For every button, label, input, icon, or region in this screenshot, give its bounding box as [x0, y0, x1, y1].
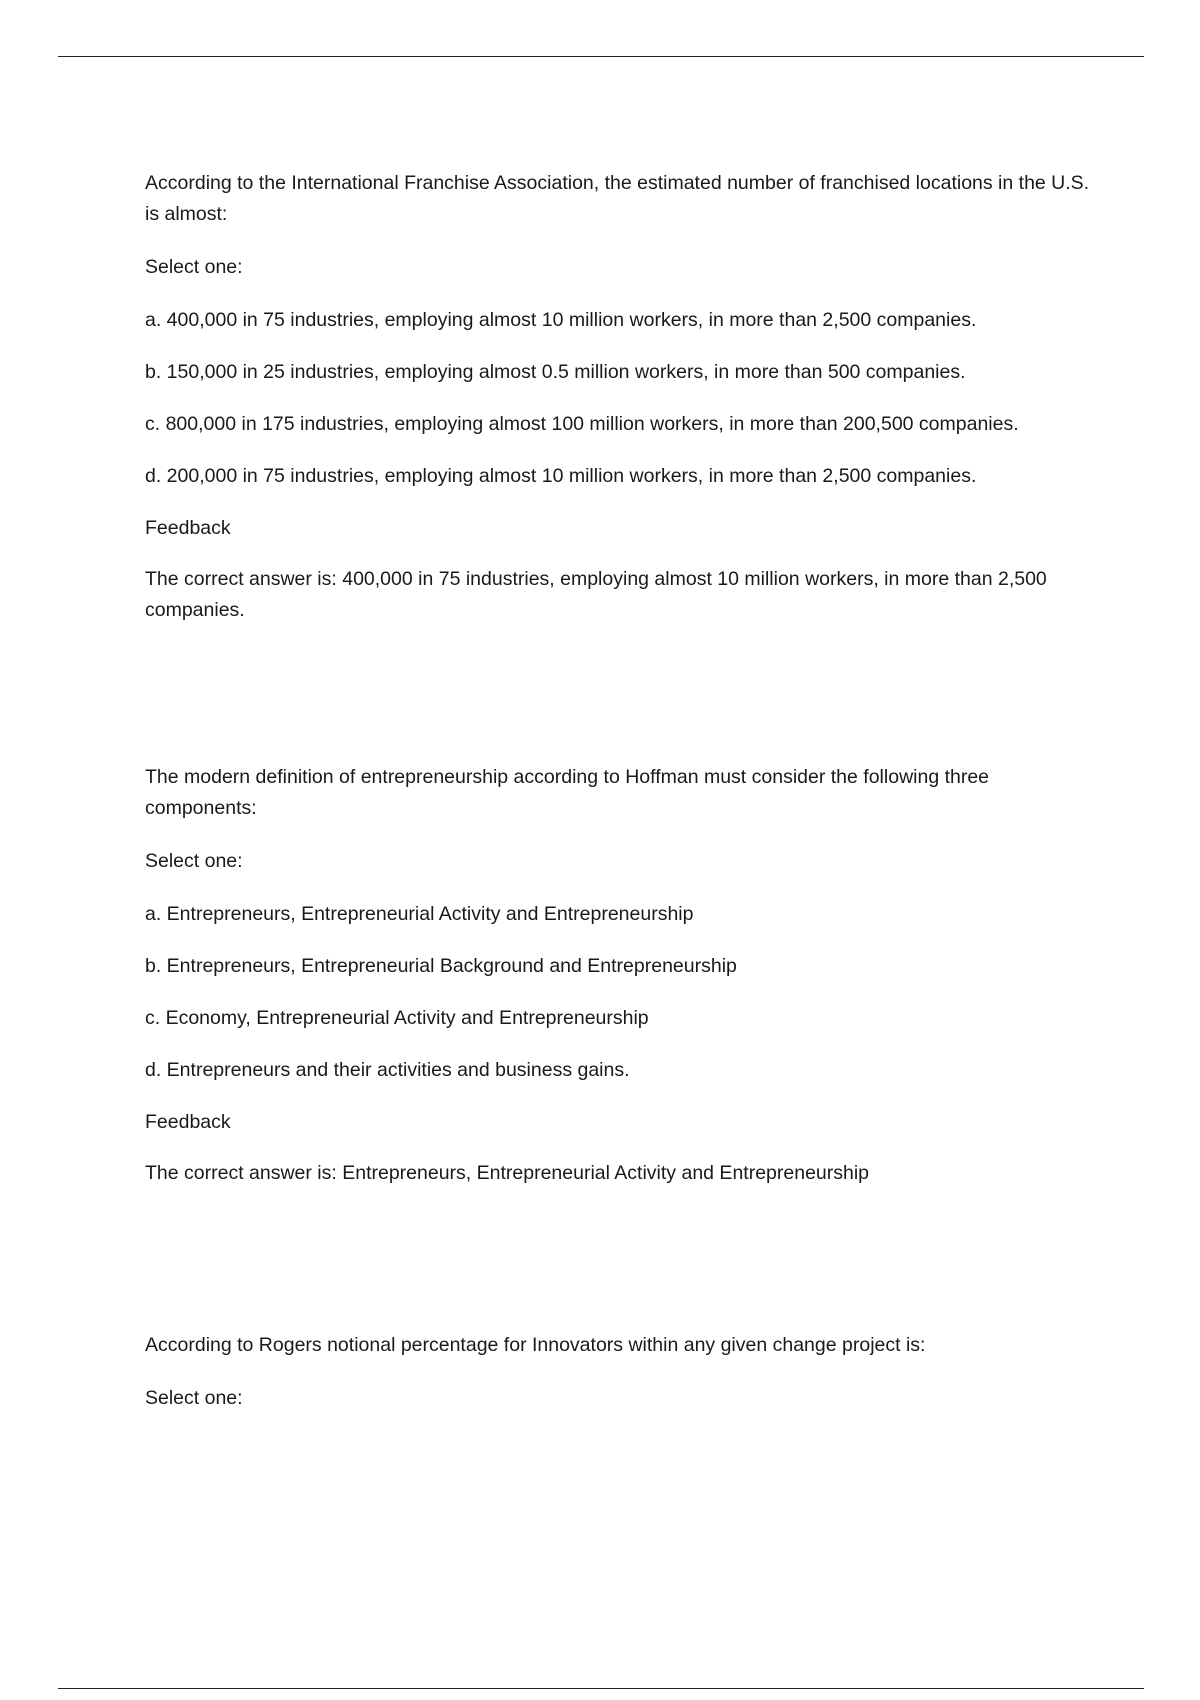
select-one-label: Select one: [145, 1387, 243, 1409]
answer-option-b: b. 150,000 in 25 industries, employing almost 0.5 million workers, in more than 500 companies. [145, 361, 966, 383]
answer-option-c: c. 800,000 in 175 industries, employing almost 100 million workers, in more than 200,500 companies. [145, 413, 1019, 435]
feedback-text: The correct answer is: 400,000 in 75 industries, employing almost 10 million workers, in more than 2,500 companies. [145, 568, 1047, 621]
answer-options [145, 305, 1095, 492]
select-one-label: Select one: [145, 850, 243, 872]
answer-option-a: a. 400,000 in 75 industries, employing almost 10 million workers, in more than 2,500 companies. [145, 309, 977, 331]
select-one-label: Select one: [145, 256, 243, 278]
question-stem: According to Rogers notional percentage for Innovators within any given change project is: [145, 1334, 926, 1356]
answer-option-c: c. Economy, Entrepreneurial Activity and Entrepreneurship [145, 1007, 649, 1029]
feedback-text: The correct answer is: Entrepreneurs, Entrepreneurial Activity and Entrepreneurship [145, 1162, 870, 1184]
answer-option-d: d. Entrepreneurs and their activities and business gains. [145, 1059, 630, 1081]
question-3 [145, 1330, 1095, 1414]
page-top-rule [58, 56, 1144, 57]
feedback-label: Feedback [145, 517, 231, 539]
answer-options [145, 899, 1095, 1086]
answer-option-a: a. Entrepreneurs, Entrepreneurial Activity and Entrepreneurship [145, 903, 694, 925]
answer-option-b: b. Entrepreneurs, Entrepreneurial Background and Entrepreneurship [145, 955, 737, 977]
question-stem: The modern definition of entrepreneurship according to Hoffman must consider the following three components: [145, 766, 990, 819]
question-2 [145, 762, 1095, 1189]
question-1 [145, 168, 1095, 626]
question-stem: According to the International Franchise Association, the estimated number of franchised locations in the U.S. is almost: [145, 172, 1090, 225]
answer-option-d: d. 200,000 in 75 industries, employing almost 10 million workers, in more than 2,500 companies. [145, 465, 977, 487]
feedback-label: Feedback [145, 1111, 231, 1133]
page-bottom-rule [58, 1688, 1144, 1689]
